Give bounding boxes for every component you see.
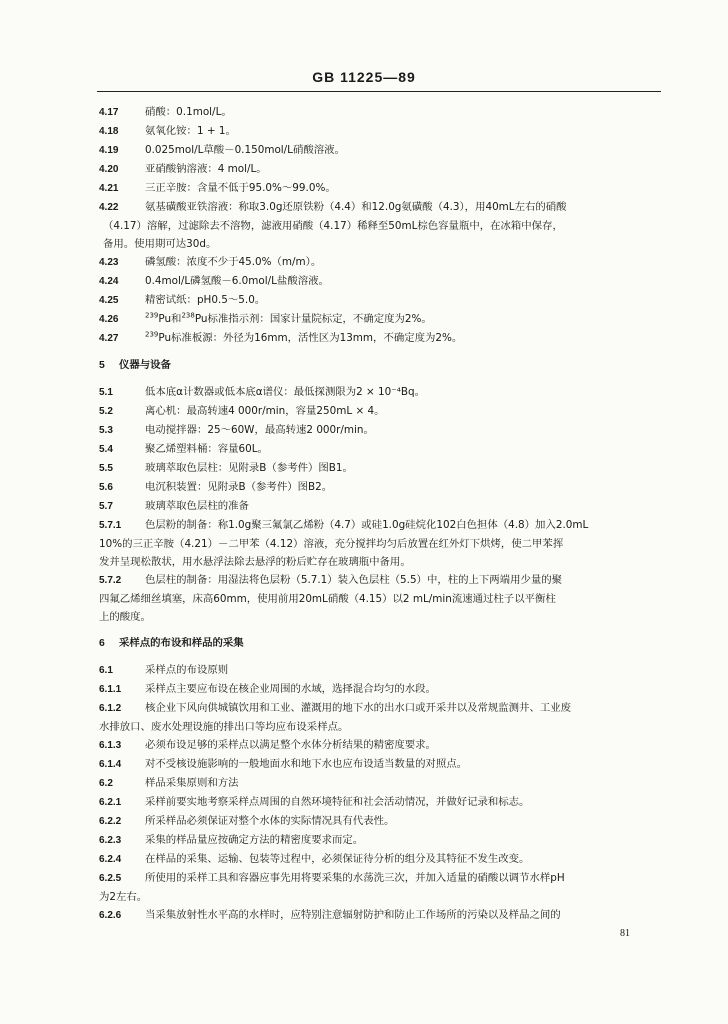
- clause-text: 硝酸：0.1mol/L。: [145, 106, 232, 118]
- clause-text: 0.025mol/L草酸－0.150mol/L硝酸溶液。: [145, 144, 345, 156]
- clause-number: 5.6: [99, 482, 113, 493]
- clause-text: 三正辛胺：含量不低于95.0%～99.0%。: [145, 182, 336, 194]
- item-4-25: [99, 291, 661, 310]
- document-body: [99, 103, 661, 925]
- item-5-7-2-cont: 四氟乙烯细丝填塞，床高60mm，使用前用20mL硝酸（4.15）以2 mL/min流速通过柱子以平衡柱: [99, 593, 556, 605]
- item-4-26: 4.26 $^{239}$Pu和$^{238}$Pu标准指示剂：国家计量院标定，不确定度为2%。: [99, 311, 432, 325]
- item-5-6: [99, 478, 661, 497]
- clause-text: 电动搅拌器：25～60W，最高转速2 000r/min。: [145, 424, 374, 436]
- clause-text: 氨氧化铵：1 + 1。: [145, 125, 236, 137]
- item-6-2-5-cont: 为2左右。: [99, 891, 148, 903]
- clause-number: 4.24: [99, 276, 119, 287]
- item-4-22-cont2: 备用。使用期可达30d。: [103, 238, 217, 250]
- item-4-17: [99, 103, 661, 122]
- item-5-7-2: 5.7.2 色层柱的制备：用湿法将色层粉（5.7.1）装入色层柱（5.5）中，柱的上下两端用少量的聚: [99, 574, 563, 586]
- item-5-7-2-cont2: 上的酸度。: [99, 611, 151, 623]
- clause-text: 离心机：最高转速4 000r/min，容量250mL × 4。: [145, 405, 385, 417]
- page-number: 81: [620, 928, 630, 939]
- section-6-heading: 6 采样点的布设和样品的采集: [99, 637, 244, 649]
- item-4-27: 4.27 $^{239}$Pu标准板源：外径为16mm，活性区为13mm，不确定度为2%。: [99, 330, 463, 344]
- clause-text: 精密试纸：pH0.5～5.0。: [145, 294, 266, 306]
- item-6-1-2: 6.1.2 核企业下风向供城镇饮用和工业、灌溉用的地下水的出水口或开采井以及常规监测井、工业废: [99, 702, 572, 714]
- item-6-2-6: 6.2.6 当采集放射性水平高的水样时，应特别注意辐射防护和防止工作场所的污染以及样品之间的: [99, 909, 561, 921]
- standard-code-header: GB 11225—89: [312, 69, 416, 85]
- clause-text: 低本底α计数器或低本底α谱仪：最低探测限为2 × 10⁻⁴Bq。: [145, 386, 426, 398]
- clause-text: 电沉积装置：见附录B（参考件）图B2。: [145, 481, 333, 493]
- section-5-heading: 5 仪器与设备: [99, 359, 171, 371]
- item-6-1-4: 6.1.4 对不受核设施影响的一般地面水和地下水也应布设适当数量的对照点。: [99, 758, 468, 770]
- item-6-2-heading: 6.2 样品采集原则和方法: [99, 777, 239, 789]
- item-6-1-1: 6.1.1 采样点主要应布设在核企业周围的水域，选择混合均匀的水段。: [99, 683, 436, 695]
- clause-number: 5.3: [99, 425, 113, 436]
- clause-text: 玻璃萃取色层柱的准备: [145, 500, 249, 512]
- item-4-24: [99, 272, 661, 291]
- item-6-2-1: 6.2.1 采样前要实地考察采样点周围的自然环境特征和社会活动情况，并做好记录和标志。: [99, 796, 530, 808]
- item-4-18: [99, 122, 661, 141]
- item-5-1: [99, 383, 661, 402]
- clause-number: 4.19: [99, 145, 119, 156]
- item-5-7: [99, 497, 661, 516]
- item-6-2-5: 6.2.5 所使用的采样工具和容器应事先用将要采集的水荡洗三次，并加入适量的硝酸以调节水样pH: [99, 872, 565, 884]
- clause-number: 4.23: [99, 257, 119, 268]
- item-5-5: [99, 459, 661, 478]
- clause-number: 4.18: [99, 126, 119, 137]
- item-5-3: [99, 421, 661, 440]
- clause-number: 5.7: [99, 501, 113, 512]
- clause-text: 玻璃萃取色层柱：见附录B（参考件）图B1。: [145, 462, 353, 474]
- clause-text: 亚硝酸钠溶液：4 mol/L。: [145, 163, 267, 175]
- clause-number: 4.17: [99, 107, 119, 118]
- item-5-7-1-cont: 10%的三正辛胺（4.21）－二甲苯（4.12）溶液，充分搅拌均匀后放置在红外灯下烘烤，使二甲苯挥: [99, 538, 564, 550]
- item-4-20: [99, 160, 661, 179]
- clause-number: 5.5: [99, 463, 113, 474]
- item-6-2-3: 6.2.3 采集的样品量应按确定方法的精密度要求而定。: [99, 834, 364, 846]
- header-rule: [97, 91, 661, 92]
- item-4-21: [99, 179, 661, 198]
- item-5-7-1-cont2: 发并呈现松散状，用水悬浮法除去悬浮的粉后贮存在玻璃瓶中备用。: [99, 556, 411, 568]
- item-4-22: 4.22 氨基磺酸亚铁溶液：称取3.0g还原铁粉（4.4）和12.0g氨磺酸（4.3），用40mL左右的硝酸: [99, 201, 567, 213]
- clause-number: 4.20: [99, 164, 119, 175]
- clause-number: 4.25: [99, 295, 119, 306]
- clause-number: 5.1: [99, 387, 113, 398]
- item-6-1-2-cont: 水排放口、废水处理设施的排出口等均应布设采样点。: [99, 721, 349, 733]
- clause-text: 聚乙烯塑料桶：容量60L。: [145, 443, 268, 455]
- clause-text: 0.4mol/L磷氢酸－6.0mol/L盐酸溶液。: [145, 275, 329, 287]
- clause-number: 5.2: [99, 406, 113, 417]
- item-6-2-2: 6.2.2 所采样品必须保证对整个水体的实际情况具有代表性。: [99, 815, 395, 827]
- item-6-1-heading: 6.1 采样点的布设原则: [99, 664, 229, 676]
- clause-text: 磷氢酸：浓度不少于45.0%（m/m）。: [145, 256, 322, 268]
- item-5-7-1: 5.7.1 色层粉的制备：称1.0g聚三氟氯乙烯粉（4.7）或硅1.0g硅烷化102白色担体（4.8）加入2.0mL: [99, 519, 589, 531]
- clause-number: 5.4: [99, 444, 113, 455]
- item-5-4: [99, 440, 661, 459]
- item-6-1-3: 6.1.3 必须布设足够的采样点以满足整个水体分析结果的精密度要求。: [99, 739, 436, 751]
- item-5-2: [99, 402, 661, 421]
- item-4-22-cont: （4.17）溶解，过滤除去不溶物，滤液用硝酸（4.17）稀释至50mL棕色容量瓶中，在冰箱中保存，: [103, 220, 563, 232]
- item-6-2-4: 6.2.4 在样品的采集、运输、包装等过程中，必须保证待分析的组分及其特征不发生改变。: [99, 853, 530, 865]
- item-4-19: [99, 141, 661, 160]
- item-4-23: [99, 253, 661, 272]
- clause-number: 4.21: [99, 183, 119, 194]
